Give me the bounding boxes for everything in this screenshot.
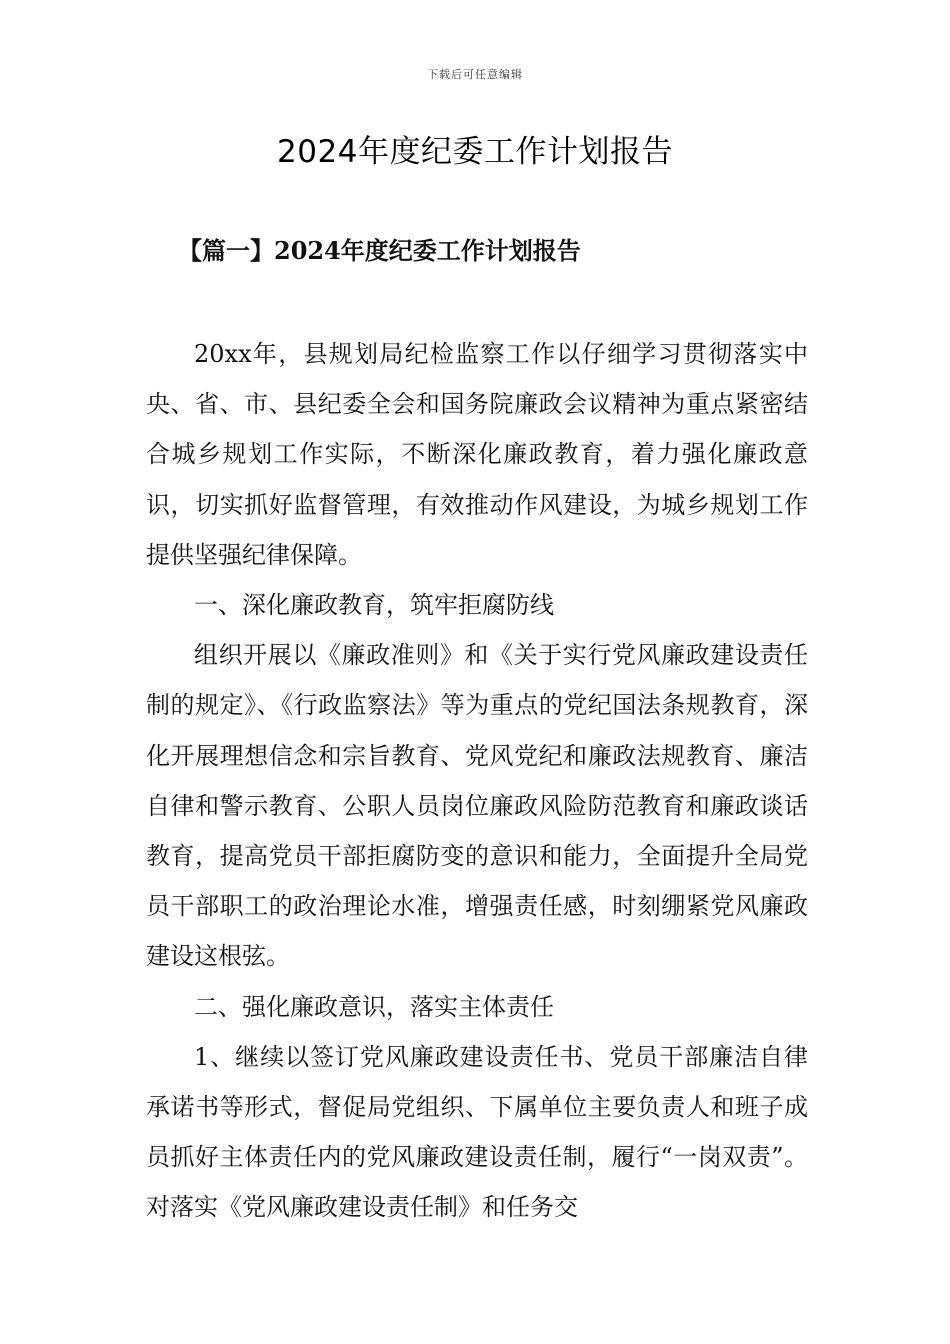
- document-body: [146, 329, 808, 1233]
- body-paragraph: 组织开展以《廉政准则》和《关于实行党风廉政建设责任制的规定》、《行政监察法》等为重点的党纪国法条规教育，深化开展理想信念和宗旨教育、党风党纪和廉政法规教育、廉洁自律和警示教育、公职人员岗位廉政风险防范教育和廉政谈话教育，提高党员干部拒腐防变的意识和能力，全面提升全局党员干部职工的政治理论水准，增强责任感，时刻绷紧党风廉政建设这根弦。: [146, 641, 808, 971]
- body-paragraph: 20xx年，县规划局纪检监察工作以仔细学习贯彻落实中央、省、市、县纪委全会和国务院廉政会议精神为重点紧密结合城乡规划工作实际，不断深化廉政教育，着力强化廉政意识，切实抓好监督管理，有效推动作风建设，为城乡规划工作提供坚强纪律保障。: [146, 340, 808, 569]
- subheading-paragraph: 一、深化廉政教育，筑牢拒腐防线: [194, 591, 554, 620]
- subheading-paragraph: 二、强化廉政意识，落实主体责任: [194, 992, 554, 1021]
- section-heading: 【篇一】2024年度纪委工作计划报告: [178, 236, 581, 265]
- document-title: 2024年度纪委工作计划报告: [277, 134, 673, 170]
- header-note: 下载后可任意编辑: [427, 68, 523, 81]
- body-paragraph: 1、继续以签订党风廉政建设责任书、党员干部廉洁自律承诺书等形式，督促局党组织、下属单位主要负责人和班子成员抓好主体责任内的党风廉政建设责任制，履行“一岗双责”。对落实《党风廉政建设责任制》和任务交: [146, 1042, 808, 1222]
